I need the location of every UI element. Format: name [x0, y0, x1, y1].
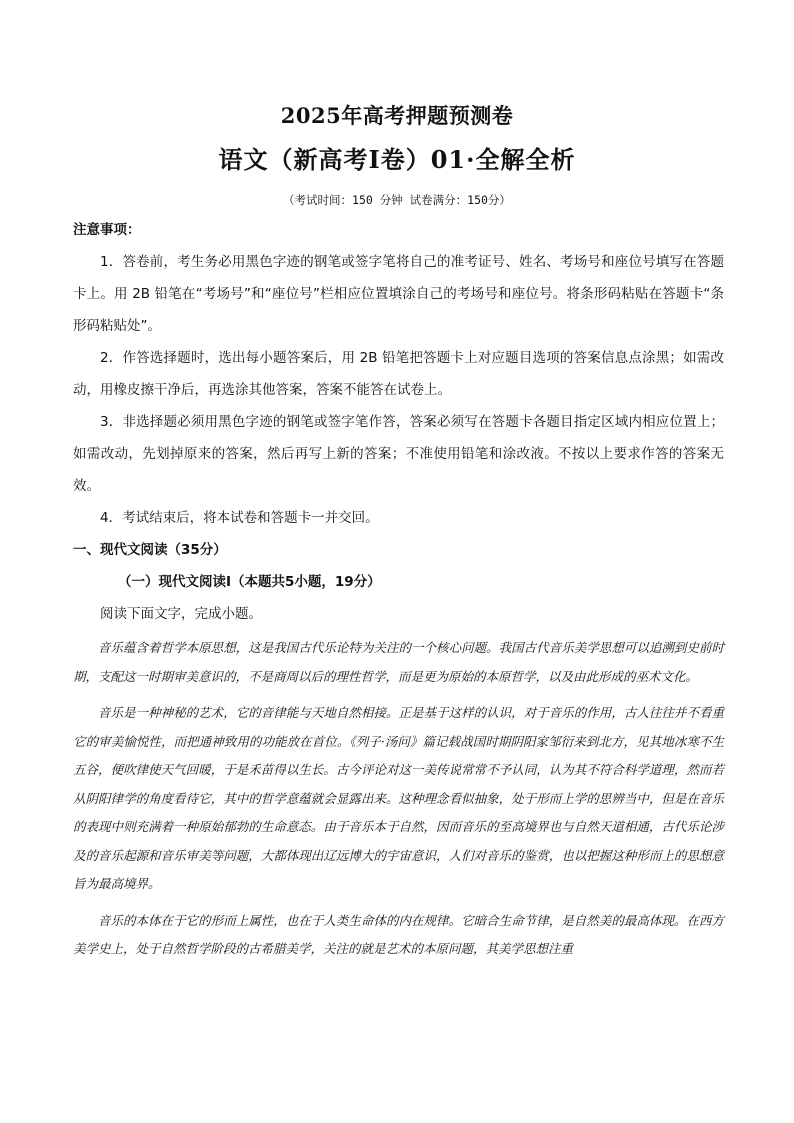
note-item: 3．非选择题必须用黑色字迹的钢笔或签字笔作答，答案必须写在答题卡各题目指定区域内相应位置上；如需改动，先划掉原来的答案，然后再写上新的答案；不准使用铅笔和涂改液。不按以上要求作答的答案无效。	[73, 414, 724, 494]
passage-paragraph: 音乐蕴含着哲学本原思想，这是我国古代乐论特为关注的一个核心问题。我国古代音乐美学思想可以追溯到史前时期，支配这一时期审美意识的，不是商周以后的理性哲学，而是更为原始的本原哲学，以及由此形成的巫术文化。	[73, 640, 724, 684]
reading-instruction: 阅读下面文字，完成小题。	[100, 606, 262, 622]
document-title: 2025年高考押题预测卷	[280, 103, 514, 128]
passage-paragraph: 音乐是一种神秘的艺术，它的音律能与天地自然相接。正是基于这样的认识，对于音乐的作用，古人往往并不看重它的审美愉悦性，而把通神致用的功能放在首位。《列子·汤问》篇记载战国时期阴阳家邹衍来到北方，见其地冰寒不生五谷，便吹律使天气回暖，于是禾苗得以生长。古今评论对这一美传说常常不予认同，认为其不符合科学道理，然而若从阴阳律学的角度看待它，其中的哲学意蕴就会显露出来。这种理念看似抽象，处于形而上学的思辨当中，但是在音乐的表现中则充满着一种原始郁勃的生命意态。由于音乐本于自然，因而音乐的至高境界也与自然天道相通，古代乐论涉及的音乐起源和音乐审美等问题，大都体现出辽远博大的宇宙意识，人们对音乐的鉴赏，也以把握这种形而上的思想意旨为最高境界。	[73, 705, 724, 891]
note-item: 2．作答选择题时，选出每小题答案后，用 2B 铅笔把答题卡上对应题目选项的答案信息点涂黑；如需改动，用橡皮擦干净后，再选涂其他答案，答案不能答在试卷上。	[73, 350, 724, 398]
notes-list	[73, 246, 724, 534]
note-item: 4．考试结束后，将本试卷和答题卡一并交回。	[100, 510, 379, 526]
passage-paragraph: 音乐的本体在于它的形而上属性，也在于人类生命体的内在规律。它暗合生命节律，是自然美的最高体现。在西方美学史上，处于自然哲学阶段的古希腊美学，关注的就是艺术的本原问题，其美学思想注重	[73, 912, 724, 956]
notes-heading: 注意事项：	[73, 222, 141, 238]
exam-info: （考试时间：150 分钟 试卷满分：150分）	[283, 193, 511, 207]
subsection-heading: （一）现代文阅读Ⅰ（本题共5小题，19分）	[118, 574, 381, 590]
reading-passage	[73, 634, 724, 972]
document-subtitle: 语文（新高考Ⅰ卷）01·全解全析	[218, 145, 576, 174]
note-item: 1．答卷前，考生务必用黑色字迹的钢笔或签字笔将自己的准考证号、姓名、考场号和座位号填写在答题卡上。用 2B 铅笔在“考场号”和“座位号”栏相应位置填涂自己的考场号和座位号。将条形码粘贴在答题卡“条形码粘贴处”。	[73, 254, 724, 334]
section-heading: 一、现代文阅读（35分）	[73, 542, 227, 558]
